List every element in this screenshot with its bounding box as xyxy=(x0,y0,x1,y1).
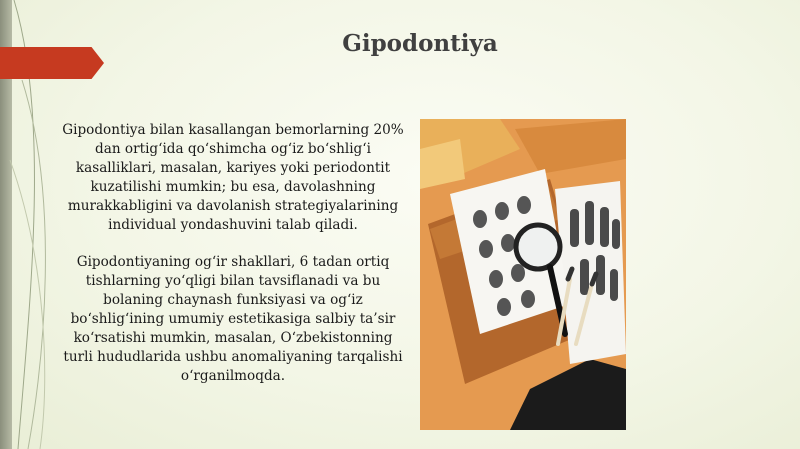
red-arrow-banner xyxy=(0,47,104,79)
fingerprint-cards-photo xyxy=(420,119,626,430)
paragraph-2: Gipodontiyaning og‘ir shakllari, 6 tadan ortiq tishlarning yo‘qligi bilan tavsiflanadi va bu bolaning chaynash funksiyasi va og‘iz bo‘shlig‘ining umumiy estetikasiga salbiy ta’sir ko‘rsatishi mumkin, masalan, O‘zbekistonning turli hududlarida ushbu anomaliyaning tarqalishi o‘rganilmoqda. xyxy=(63,254,403,384)
slide-title: Gipodontiya xyxy=(342,30,498,57)
paragraph-1: Gipodontiya bilan kasallangan bemorlarning 20% dan ortig‘ida qo‘shimcha og‘iz bo‘shlig‘i kasalliklari, masalan, kariyes yoki periodontit kuzatilishi mumkin; bu esa, davolashning murakkabligini va davolanish strategiyalarining individual yondashuvini talab qiladi. xyxy=(62,122,404,233)
slide-body xyxy=(58,121,408,404)
